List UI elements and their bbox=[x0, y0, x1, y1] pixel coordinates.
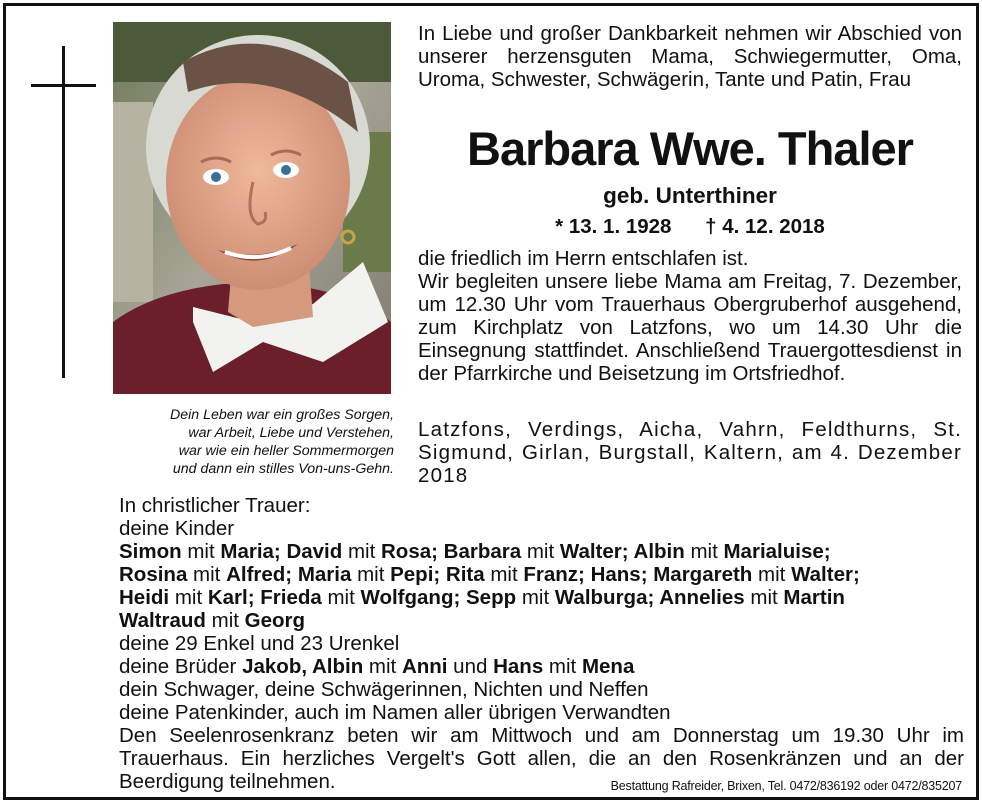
mourner-name: Maria; David bbox=[220, 540, 343, 563]
portrait-photo bbox=[113, 22, 391, 394]
poem bbox=[111, 406, 394, 478]
intro-text: In Liebe und großer Dankbarkeit nehmen wir Abschied von unserer herzensguten Mama, Schwiegermutter, Oma, Uroma, Schwester, Schwägerin, Tante und Patin, Frau bbox=[418, 22, 962, 91]
death-date: † 4. 12. 2018 bbox=[705, 215, 825, 238]
mourner-name: Walburga; Annelies bbox=[554, 586, 745, 609]
mourner-name: Mena bbox=[581, 655, 635, 678]
children-lines bbox=[119, 540, 964, 632]
cross-icon bbox=[62, 46, 65, 378]
poem-line: war wie ein heller Sommermorgen bbox=[178, 443, 394, 459]
connector-text: mit bbox=[181, 540, 221, 563]
connector-text: mit bbox=[205, 609, 245, 632]
poem-line: und dann ein stilles Von-uns-Gehn. bbox=[172, 461, 394, 477]
mourner-name: Georg bbox=[244, 609, 306, 632]
mourner-name: Martin bbox=[783, 586, 845, 609]
cross-icon-bar bbox=[31, 84, 96, 87]
connector-text: mit bbox=[484, 563, 524, 586]
children-line bbox=[119, 540, 964, 563]
mourner-name: Karl; Frieda bbox=[207, 586, 322, 609]
mourner-name: Heidi bbox=[119, 586, 170, 609]
obituary-card bbox=[3, 3, 979, 800]
connector-text: mit bbox=[684, 540, 724, 563]
undertaker-info: Bestattung Rafreider, Brixen, Tel. 0472/836192 oder 0472/835207 bbox=[610, 779, 962, 793]
mourner-name: Rosa; Barbara bbox=[381, 540, 522, 563]
children-line bbox=[119, 609, 964, 632]
passed-text: die friedlich im Herrn entschlafen ist. bbox=[418, 247, 749, 270]
mourner-name: Walter; bbox=[791, 563, 860, 586]
life-dates bbox=[418, 215, 962, 239]
connector-text: mit bbox=[342, 540, 381, 563]
birth-date: * 13. 1. 1928 bbox=[555, 215, 672, 238]
inlaws: dein Schwager, deine Schwägerinnen, Nichten und Neffen bbox=[119, 678, 649, 701]
mourner-name: Jakob, Albin bbox=[242, 655, 364, 678]
birth-name: geb. Unterthiner bbox=[603, 183, 777, 208]
connector-text: mit bbox=[744, 586, 784, 609]
mourner-name: Wolfgang; Sepp bbox=[360, 586, 517, 609]
children-label: deine Kinder bbox=[119, 517, 235, 540]
mourner-name: Waltraud bbox=[119, 609, 206, 632]
connector-text: mit bbox=[521, 540, 560, 563]
funeral-details bbox=[418, 247, 962, 385]
mourner-name: Rosina bbox=[119, 563, 188, 586]
connector-text: deine Brüder bbox=[119, 655, 243, 678]
godchildren: deine Patenkinder, auch im Namen aller übrigen Verwandten bbox=[119, 701, 671, 724]
connector-text: mit bbox=[321, 586, 361, 609]
children-line bbox=[119, 563, 964, 586]
connector-text: mit bbox=[351, 563, 391, 586]
mourner-name: Marialuise; bbox=[723, 540, 831, 563]
mourners-heading: In christlicher Trauer: bbox=[119, 494, 311, 517]
brothers-line bbox=[119, 655, 964, 678]
connector-text: mit bbox=[752, 563, 792, 586]
mourner-name: Simon bbox=[119, 540, 182, 563]
mourner-name: Anni bbox=[401, 655, 448, 678]
mourner-name: Walter; Albin bbox=[559, 540, 685, 563]
funeral-text: Wir begleiten unsere liebe Mama am Freitag, 7. Dezember, um 12.30 Uhr vom Trauerhaus Obergruberhof ausgehend, zum Kirchplatz von Latzfons, wo um 14.30 Uhr die Einsegnung stattfindet. Anschließend Trauergottesdienst in der Pfarrkirche und Beisetzung im Ortsfriedhof. bbox=[418, 270, 962, 385]
closing-text: Den Seelenrosenkranz beten wir am Mittwoch und am Donnerstag um 19.30 Uhr im Trauerhaus. Ein herzliches Vergelt's Gott allen, die an den Rosenkränzen und an der Beerdigung teilnehmen. bbox=[119, 724, 964, 793]
mourner-name: Pepi; Rita bbox=[390, 563, 485, 586]
deceased-name: Barbara Wwe. Thaler bbox=[467, 122, 913, 175]
connector-text: und bbox=[447, 655, 494, 678]
connector-text: mit bbox=[169, 586, 208, 609]
connector-text: mit bbox=[363, 655, 402, 678]
mourner-name: Alfred; Maria bbox=[226, 563, 352, 586]
mourner-name: Franz; Hans; Margareth bbox=[523, 563, 753, 586]
places-and-date: Latzfons, Verdings, Aicha, Vahrn, Feldthurns, St. Sigmund, Girlan, Burgstall, Kaltern, am 4. Dezember 2018 bbox=[418, 418, 962, 487]
poem-line: war Arbeit, Liebe und Verstehen, bbox=[188, 425, 394, 441]
grandchildren: deine 29 Enkel und 23 Urenkel bbox=[119, 632, 400, 655]
children-line bbox=[119, 586, 964, 609]
connector-text: mit bbox=[543, 655, 582, 678]
connector-text: mit bbox=[516, 586, 555, 609]
mourners-list bbox=[119, 494, 964, 724]
mourner-name: Hans bbox=[493, 655, 544, 678]
connector-text: mit bbox=[187, 563, 227, 586]
poem-line: Dein Leben war ein großes Sorgen, bbox=[170, 407, 394, 423]
